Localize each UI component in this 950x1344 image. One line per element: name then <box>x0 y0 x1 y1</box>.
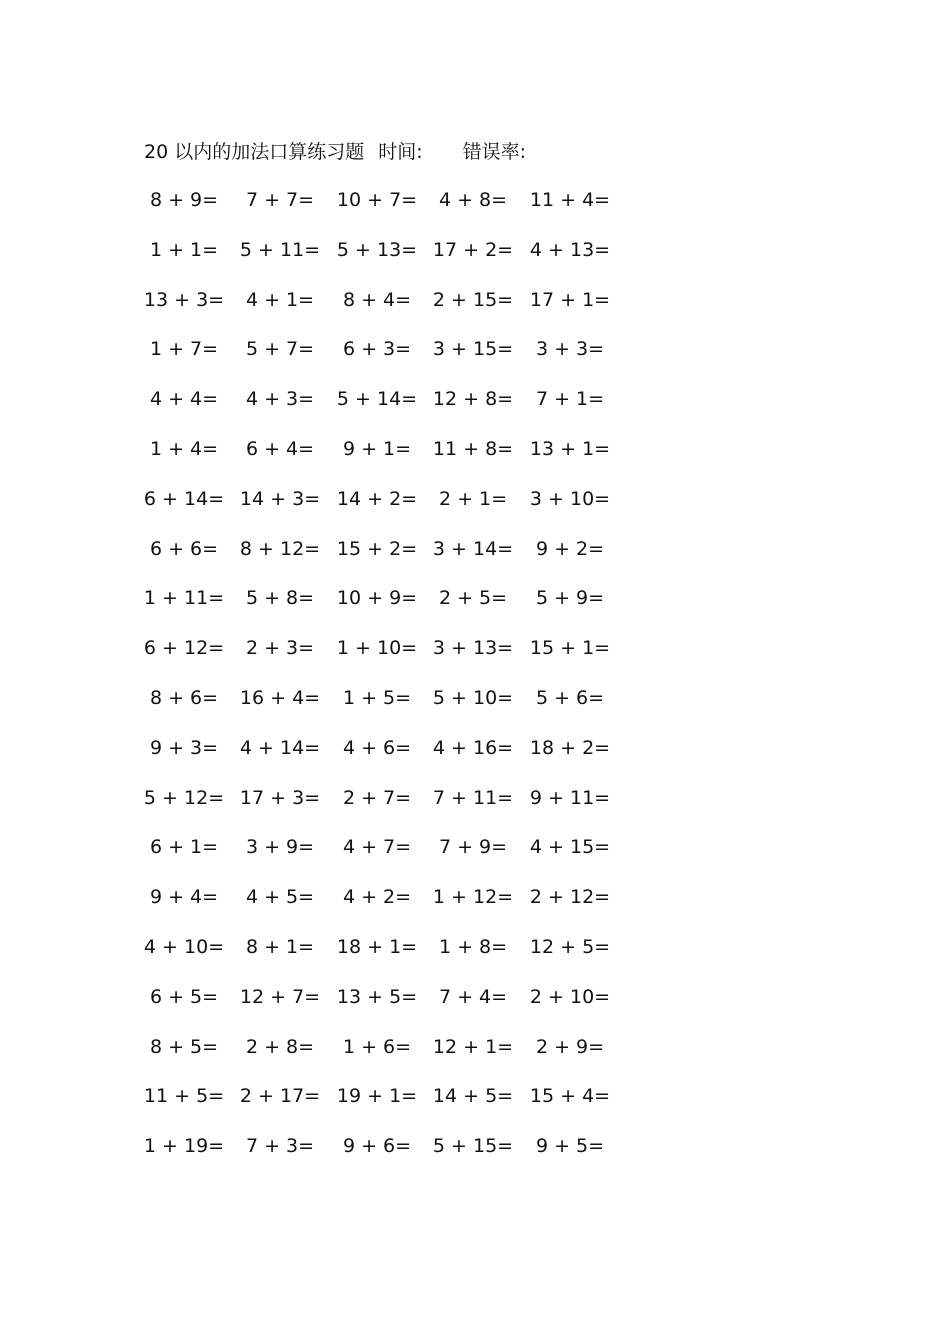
addition-problem: 4 + 15= <box>529 836 611 859</box>
addition-problem: 17 + 3= <box>239 786 321 809</box>
addition-problem: 1 + 7= <box>149 338 219 361</box>
addition-problem: 8 + 9= <box>149 189 219 211</box>
addition-problem: 9 + 5= <box>535 1135 605 1158</box>
time-label: 时间: <box>378 140 423 163</box>
addition-problem: 18 + 2= <box>529 736 611 759</box>
addition-problem: 12 + 1= <box>432 1035 514 1058</box>
problem-row <box>0 236 950 286</box>
addition-problem: 5 + 6= <box>535 686 605 709</box>
addition-problem: 1 + 5= <box>342 686 412 709</box>
problem-grid <box>0 186 950 1182</box>
addition-problem: 1 + 10= <box>336 637 418 660</box>
addition-problem: 3 + 15= <box>432 338 514 361</box>
addition-problem: 6 + 3= <box>342 338 412 361</box>
addition-problem: 4 + 3= <box>245 388 315 411</box>
addition-problem: 14 + 5= <box>432 1085 514 1108</box>
problem-row <box>0 933 950 983</box>
addition-problem: 8 + 1= <box>245 935 315 958</box>
addition-problem: 2 + 8= <box>245 1035 315 1058</box>
addition-problem: 14 + 3= <box>239 487 321 510</box>
addition-problem: 9 + 4= <box>149 886 219 909</box>
addition-problem: 5 + 13= <box>336 238 418 261</box>
addition-problem: 9 + 11= <box>529 786 611 809</box>
addition-problem: 4 + 16= <box>432 736 514 759</box>
problem-row <box>0 485 950 535</box>
problem-row <box>0 883 950 933</box>
addition-problem: 2 + 9= <box>535 1035 605 1058</box>
problem-row <box>0 684 950 734</box>
addition-problem: 1 + 6= <box>342 1035 412 1058</box>
addition-problem: 19 + 1= <box>336 1085 418 1108</box>
addition-problem: 4 + 8= <box>438 189 508 211</box>
addition-problem: 2 + 12= <box>529 886 611 909</box>
addition-problem: 4 + 14= <box>239 736 321 759</box>
worksheet-title: 20 以内的加法口算练习题 <box>144 140 365 163</box>
addition-problem: 5 + 11= <box>239 238 321 261</box>
addition-problem: 9 + 2= <box>535 537 605 560</box>
addition-problem: 9 + 1= <box>342 437 412 460</box>
addition-problem: 12 + 8= <box>432 388 514 411</box>
addition-problem: 5 + 10= <box>432 686 514 709</box>
addition-problem: 7 + 4= <box>438 985 508 1008</box>
addition-problem: 7 + 7= <box>245 189 315 211</box>
addition-problem: 1 + 11= <box>143 587 225 610</box>
problem-row <box>0 784 950 834</box>
addition-problem: 6 + 12= <box>143 637 225 660</box>
addition-problem: 4 + 13= <box>529 238 611 261</box>
addition-problem: 13 + 1= <box>529 437 611 460</box>
problem-row <box>0 1082 950 1132</box>
addition-problem: 12 + 7= <box>239 985 321 1008</box>
addition-problem: 2 + 15= <box>432 288 514 311</box>
addition-problem: 2 + 10= <box>529 985 611 1008</box>
addition-problem: 11 + 5= <box>143 1085 225 1108</box>
addition-problem: 3 + 10= <box>529 487 611 510</box>
addition-problem: 5 + 14= <box>336 388 418 411</box>
addition-problem: 1 + 12= <box>432 886 514 909</box>
addition-problem: 6 + 5= <box>149 985 219 1008</box>
addition-problem: 13 + 5= <box>336 985 418 1008</box>
addition-problem: 4 + 5= <box>245 886 315 909</box>
addition-problem: 5 + 9= <box>535 587 605 610</box>
addition-problem: 18 + 1= <box>336 935 418 958</box>
addition-problem: 7 + 1= <box>535 388 605 411</box>
addition-problem: 8 + 5= <box>149 1035 219 1058</box>
addition-problem: 5 + 15= <box>432 1135 514 1158</box>
addition-problem: 3 + 9= <box>245 836 315 859</box>
addition-problem: 1 + 19= <box>143 1135 225 1158</box>
addition-problem: 2 + 1= <box>438 487 508 510</box>
addition-problem: 13 + 3= <box>143 288 225 311</box>
addition-problem: 4 + 2= <box>342 886 412 909</box>
addition-problem: 3 + 3= <box>535 338 605 361</box>
addition-problem: 6 + 6= <box>149 537 219 560</box>
addition-problem: 2 + 17= <box>239 1085 321 1108</box>
addition-problem: 8 + 12= <box>239 537 321 560</box>
problem-row <box>0 634 950 684</box>
addition-problem: 5 + 7= <box>245 338 315 361</box>
addition-problem: 17 + 2= <box>432 238 514 261</box>
problem-row <box>0 734 950 784</box>
problem-row <box>0 584 950 634</box>
addition-problem: 2 + 7= <box>342 786 412 809</box>
problem-row <box>0 385 950 435</box>
addition-problem: 2 + 3= <box>245 637 315 660</box>
problem-row <box>0 983 950 1033</box>
addition-problem: 7 + 11= <box>432 786 514 809</box>
problem-row <box>0 1033 950 1083</box>
addition-problem: 9 + 3= <box>149 736 219 759</box>
problem-row <box>0 335 950 385</box>
addition-problem: 5 + 12= <box>143 786 225 809</box>
addition-problem: 8 + 4= <box>342 288 412 311</box>
addition-problem: 15 + 4= <box>529 1085 611 1108</box>
addition-problem: 10 + 7= <box>336 189 418 211</box>
addition-problem: 1 + 1= <box>149 238 219 261</box>
addition-problem: 2 + 5= <box>438 587 508 610</box>
problem-row <box>0 535 950 585</box>
problem-row <box>0 833 950 883</box>
addition-problem: 3 + 13= <box>432 637 514 660</box>
addition-problem: 15 + 2= <box>336 537 418 560</box>
addition-problem: 6 + 4= <box>245 437 315 460</box>
addition-problem: 9 + 6= <box>342 1135 412 1158</box>
addition-problem: 3 + 14= <box>432 537 514 560</box>
addition-problem: 4 + 1= <box>245 288 315 311</box>
worksheet-header <box>144 137 526 163</box>
addition-problem: 6 + 1= <box>149 836 219 859</box>
problem-row <box>0 186 950 236</box>
error-rate-label: 错误率: <box>462 140 527 163</box>
addition-problem: 4 + 4= <box>149 388 219 411</box>
addition-problem: 7 + 3= <box>245 1135 315 1158</box>
problem-row <box>0 1132 950 1182</box>
addition-problem: 15 + 1= <box>529 637 611 660</box>
addition-problem: 11 + 4= <box>529 189 611 211</box>
addition-problem: 16 + 4= <box>239 686 321 709</box>
addition-problem: 4 + 7= <box>342 836 412 859</box>
addition-problem: 6 + 14= <box>143 487 225 510</box>
addition-problem: 7 + 9= <box>438 836 508 859</box>
addition-problem: 8 + 6= <box>149 686 219 709</box>
problem-row <box>0 435 950 485</box>
addition-problem: 12 + 5= <box>529 935 611 958</box>
addition-problem: 4 + 6= <box>342 736 412 759</box>
addition-problem: 1 + 4= <box>149 437 219 460</box>
problem-row <box>0 286 950 336</box>
addition-problem: 10 + 9= <box>336 587 418 610</box>
addition-problem: 17 + 1= <box>529 288 611 311</box>
addition-problem: 4 + 10= <box>143 935 225 958</box>
addition-problem: 11 + 8= <box>432 437 514 460</box>
addition-problem: 14 + 2= <box>336 487 418 510</box>
addition-problem: 5 + 8= <box>245 587 315 610</box>
addition-problem: 1 + 8= <box>438 935 508 958</box>
